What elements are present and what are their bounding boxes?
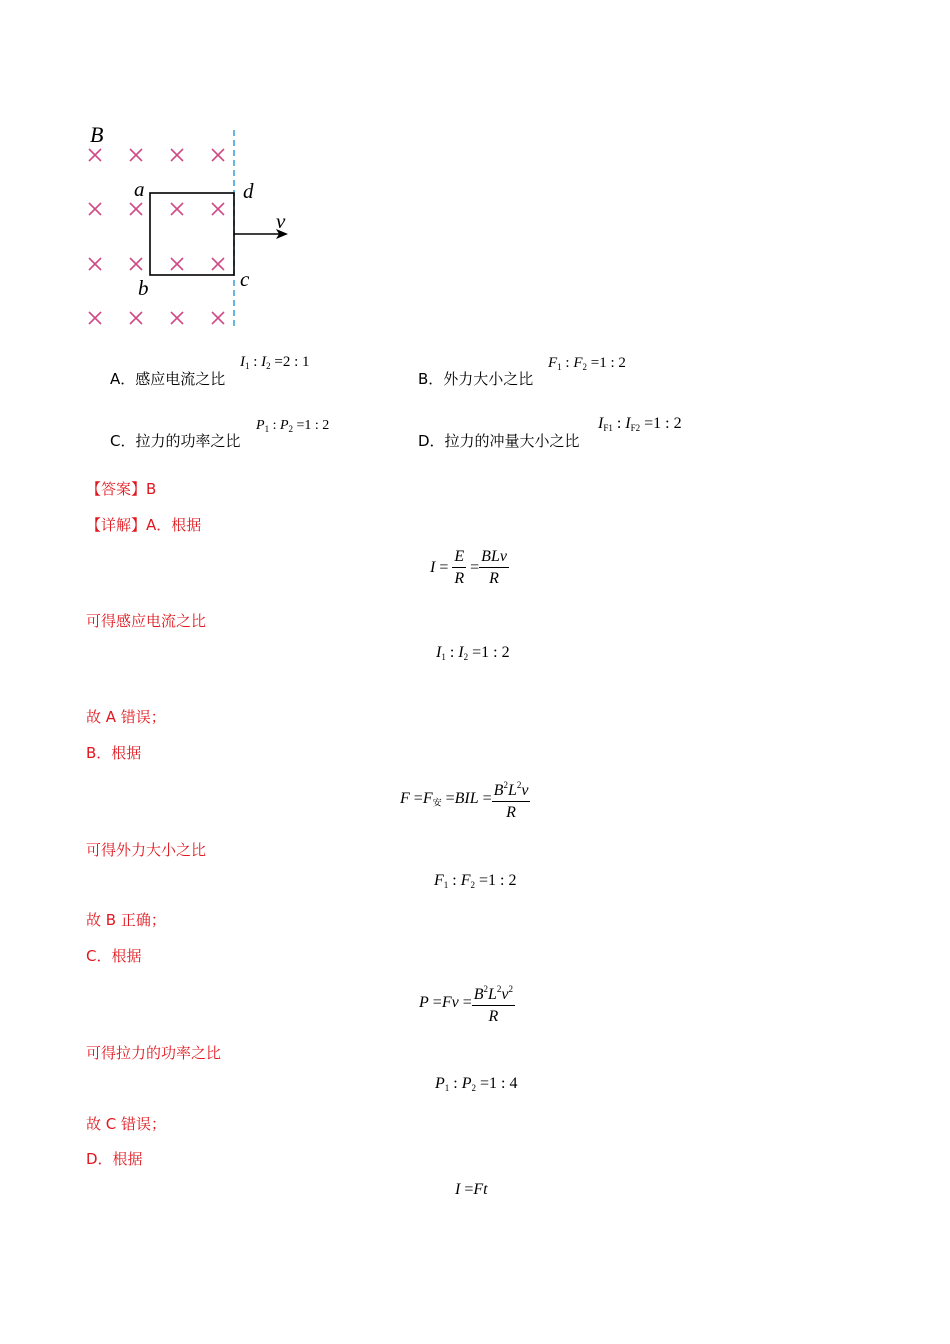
cross-mark (130, 312, 142, 324)
cross-mark (130, 149, 142, 161)
d-head: D．根据 (86, 1150, 143, 1168)
cross-mark (89, 203, 101, 215)
a-conclusion: 故 A 错误； (86, 708, 166, 726)
cross-mark (171, 258, 183, 270)
cross-mark (212, 149, 224, 161)
cross-mark (130, 258, 142, 270)
option-b (418, 369, 533, 389)
equation-3: $F =F_安 =BIL$ = $\frac{B^2L^2v}{R}$ (400, 776, 530, 822)
cross-mark (171, 149, 183, 161)
cross-mark (171, 203, 183, 215)
cross-mark (130, 203, 142, 215)
equation-5: P =Fv = $\frac{B^2L^2v^2}{R}$ (419, 980, 515, 1026)
equation-1: I = $\frac{E}{R}$ = $\frac{\text{BLv}}{R}$ (430, 548, 507, 587)
c-result-intro: 可得拉力的功率之比 (86, 1044, 222, 1062)
cross-mark (212, 258, 224, 270)
magnetic-field-figure (80, 118, 310, 338)
equation-4: $F_1$ : $F_2 =1$ : 2 (434, 872, 517, 890)
corner-d-label: d (243, 179, 254, 203)
a-result-intro: 可得感应电流之比 (86, 612, 207, 630)
option-c-formula: $P_1$ : $P_2 =1$ : 2 (256, 418, 330, 434)
answer-line: 【答案】B (86, 480, 157, 498)
corner-b-label: b (138, 276, 149, 300)
option-c (110, 431, 240, 451)
velocity-label: v (276, 209, 286, 233)
corner-c-label: c (240, 267, 250, 291)
field-crosses (89, 149, 224, 324)
cross-mark (171, 312, 183, 324)
option-d (418, 431, 580, 451)
option-c-label: C．拉力的功率之比 (110, 432, 241, 450)
corner-a-label: a (134, 177, 145, 201)
equation-2: $I_1$ : $I_2 =1$ : 2 (436, 644, 510, 662)
option-a (110, 369, 225, 389)
equation-7: I =Ft (455, 1181, 488, 1198)
option-d-label: D．拉力的冲量大小之比 (418, 432, 580, 450)
cross-mark (212, 312, 224, 324)
b-head: B．根据 (86, 744, 142, 762)
cross-mark (89, 258, 101, 270)
b-result-intro: 可得外力大小之比 (86, 841, 207, 859)
field-label: B (90, 122, 104, 147)
b-conclusion: 故 B 正确； (86, 911, 166, 929)
cross-mark (89, 149, 101, 161)
option-a-formula: $I_1$ : $I_2 =2$ : 1 (240, 354, 310, 371)
option-a-label: A．感应电流之比 (110, 370, 226, 388)
equation-6: $P_1$ : $P_2 =1$ : 4 (435, 1075, 518, 1093)
explanation-head: 【详解】A．根据 (86, 516, 202, 534)
option-b-formula: $F_1$ : $F_2 =1$ : 2 (548, 355, 626, 372)
cross-mark (89, 312, 101, 324)
option-d-formula: $I_{F1}$ : $I_{F2} =1$ : 2 (598, 415, 682, 433)
c-conclusion: 故 C 错误； (86, 1115, 167, 1133)
option-b-label: B．外力大小之比 (418, 370, 534, 388)
c-head: C．根据 (86, 947, 142, 965)
cross-mark (212, 203, 224, 215)
